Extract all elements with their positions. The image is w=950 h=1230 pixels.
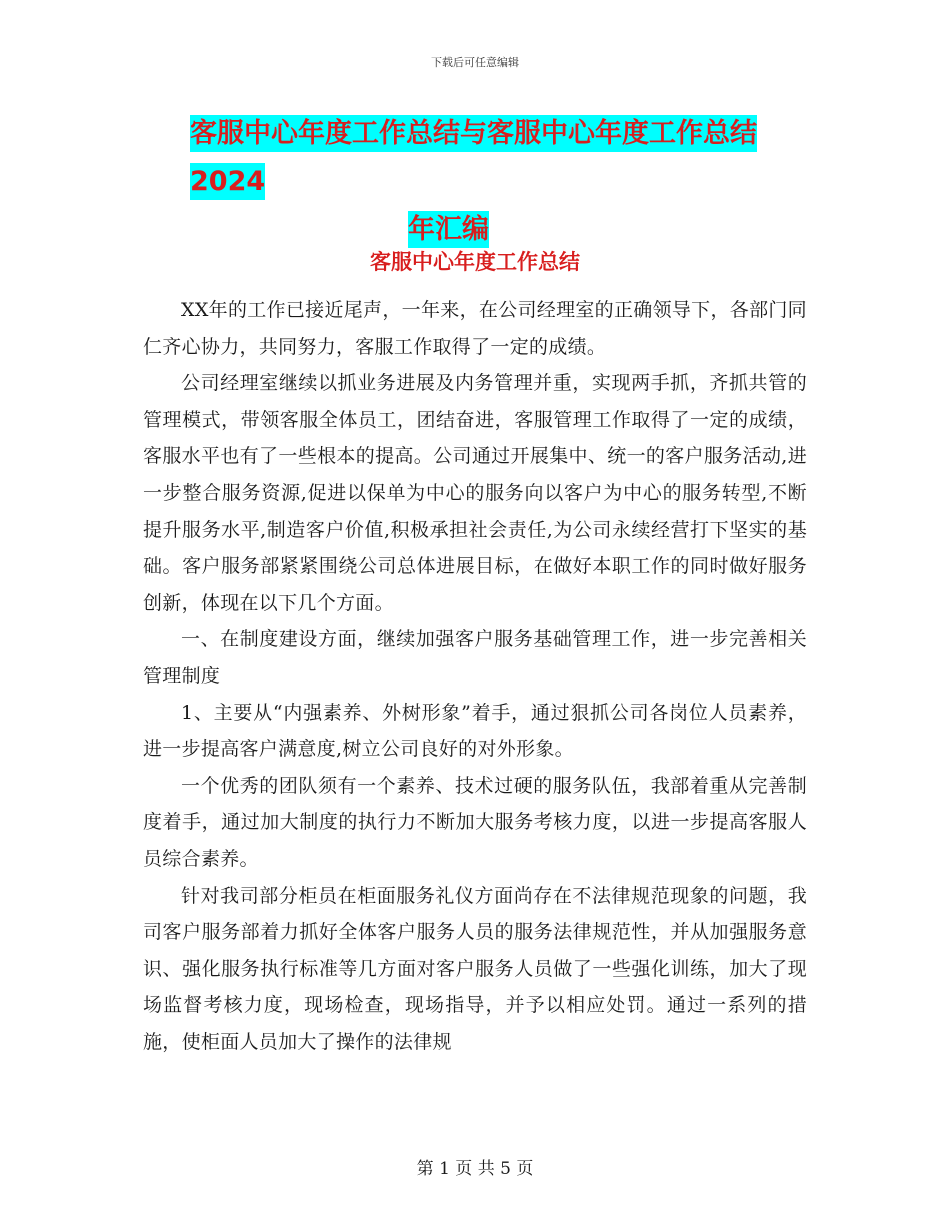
paragraph: XX年的工作已接近尾声，一年来，在公司经理室的正确领导下，各部门同仁齐心协力，共同努力，客服工作取得了一定的成绩。 [143, 299, 807, 358]
paragraph: 针对我司部分柜员在柜面服务礼仪方面尚存在不法律规范现象的问题，我司客户服务部着力抓好全体客户服务人员的服务法律规范性，并从加强服务意识、强化服务执行标准等几方面对客户服务人员做了一些强化训练，加大了现场监督考核力度，现场检查，现场指导，并予以相应处罚。通过一系列的措施，使柜面人员加大了操作的法律规 [143, 884, 807, 1053]
section-title: 客服中心年度工作总结 [370, 250, 580, 274]
paragraph: 公司经理室继续以抓业务进展及内务管理并重，实现两手抓，齐抓共管的管理模式，带领客服全体员工，团结奋进，客服管理工作取得了一定的成绩，客服水平也有了一些根本的提高。公司通过开展集中、统一的客户服务活动,进一步整合服务资源,促进以保单为中心的服务向以客户为中心的服务转型,不断提升服务水平,制造客户价值,积极承担社会责任,为公司永续经营打下坚实的基础。客户服务部紧紧围绕公司总体进展目标，在做好本职工作的同时做好服务创新，体现在以下几个方面。 [143, 372, 807, 614]
header-note: 下载后可任意编辑 [431, 56, 519, 69]
page-number: 第 1 页 共 5 页 [416, 1159, 534, 1179]
paragraph: 一、在制度建设方面，继续加强客户服务基础管理工作，进一步完善相关管理制度 [143, 628, 807, 687]
document-title [190, 110, 810, 254]
paragraph: 1、主要从“内强素养、外树形象”着手，通过狠抓公司各岗位人员素养，进一步提高客户满意度,树立公司良好的对外形象。 [143, 701, 807, 761]
paragraph: 一个优秀的团队须有一个素养、技术过硬的服务队伍，我部着重从完善制度着手，通过加大制度的执行力不断加大服务考核力度，以进一步提高客服人员综合素养。 [143, 774, 807, 870]
document-title-line-1: 客服中心年度工作总结与客服中心年度工作总结2024 [190, 115, 757, 200]
document-title-line-2: 年汇编 [408, 211, 489, 248]
document-body [143, 292, 807, 1060]
